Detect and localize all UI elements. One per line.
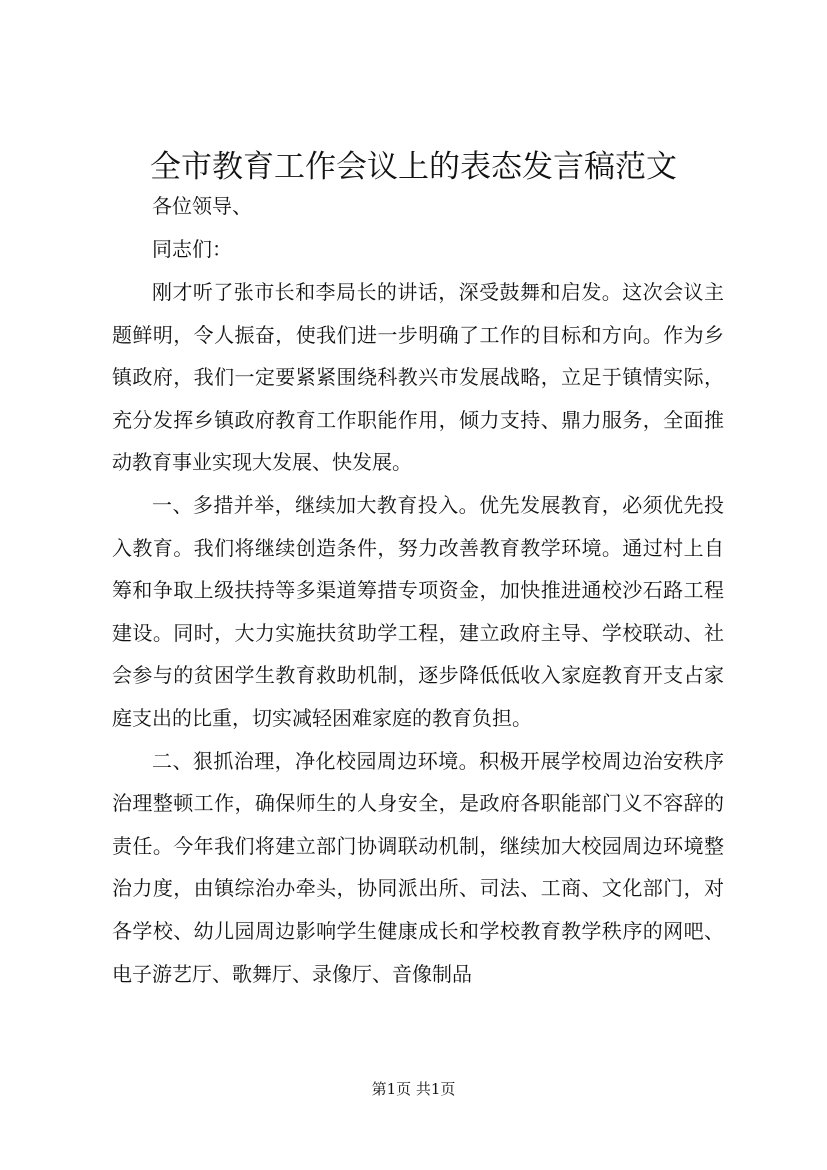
paragraph-intro: 刚才听了张市长和李局长的讲话，深受鼓舞和启发。这次会议主题鲜明，令人振奋，使我们进一步明确了工作的目标和方向。作为乡镇政府，我们一定要紧紧围绕科教兴市发展战略，立足于镇情实际，充分发挥乡镇政府教育工作职能作用，倾力支持、鼎力服务，全面推动教育事业实现大发展、快发展。: [112, 280, 724, 475]
salutation-leaders: 各位领导、: [152, 194, 252, 218]
salutation-comrades: 同志们：: [152, 237, 232, 261]
document-title: 全市教育工作会议上的表态发言稿范文: [150, 149, 677, 185]
paragraph-section-1: 一、多措并举，继续加大教育投入。优先发展教育，必须优先投入教育。我们将继续创造条件，努力改善教育教学环境。通过村上自筹和争取上级扶持等多渠道筹措专项资金，加快推进通校沙石路工程建设。同时，大力实施扶贫助学工程，建立政府主导、学校联动、社会参与的贫困学生教育救助机制，逐步降低低收入家庭教育开支占家庭支出的比重，切实减轻困难家庭的教育负担。: [112, 492, 724, 730]
page-footer: 第1页 共1页: [371, 1080, 456, 1098]
document-body: [112, 271, 724, 995]
paragraph-section-2: 二、狠抓治理，净化校园周边环境。积极开展学校周边治安秩序治理整顿工作，确保师生的人身安全，是政府各职能部门义不容辞的责任。今年我们将建立部门协调联动机制，继续加大校园周边环境整治力度，由镇综治办牵头，协同派出所、司法、工商、文化部门，对各学校、幼儿园周边影响学生健康成长和学校教育教学秩序的网吧、电子游艺厅、歌舞厅、录像厅、音像制品: [112, 748, 724, 986]
